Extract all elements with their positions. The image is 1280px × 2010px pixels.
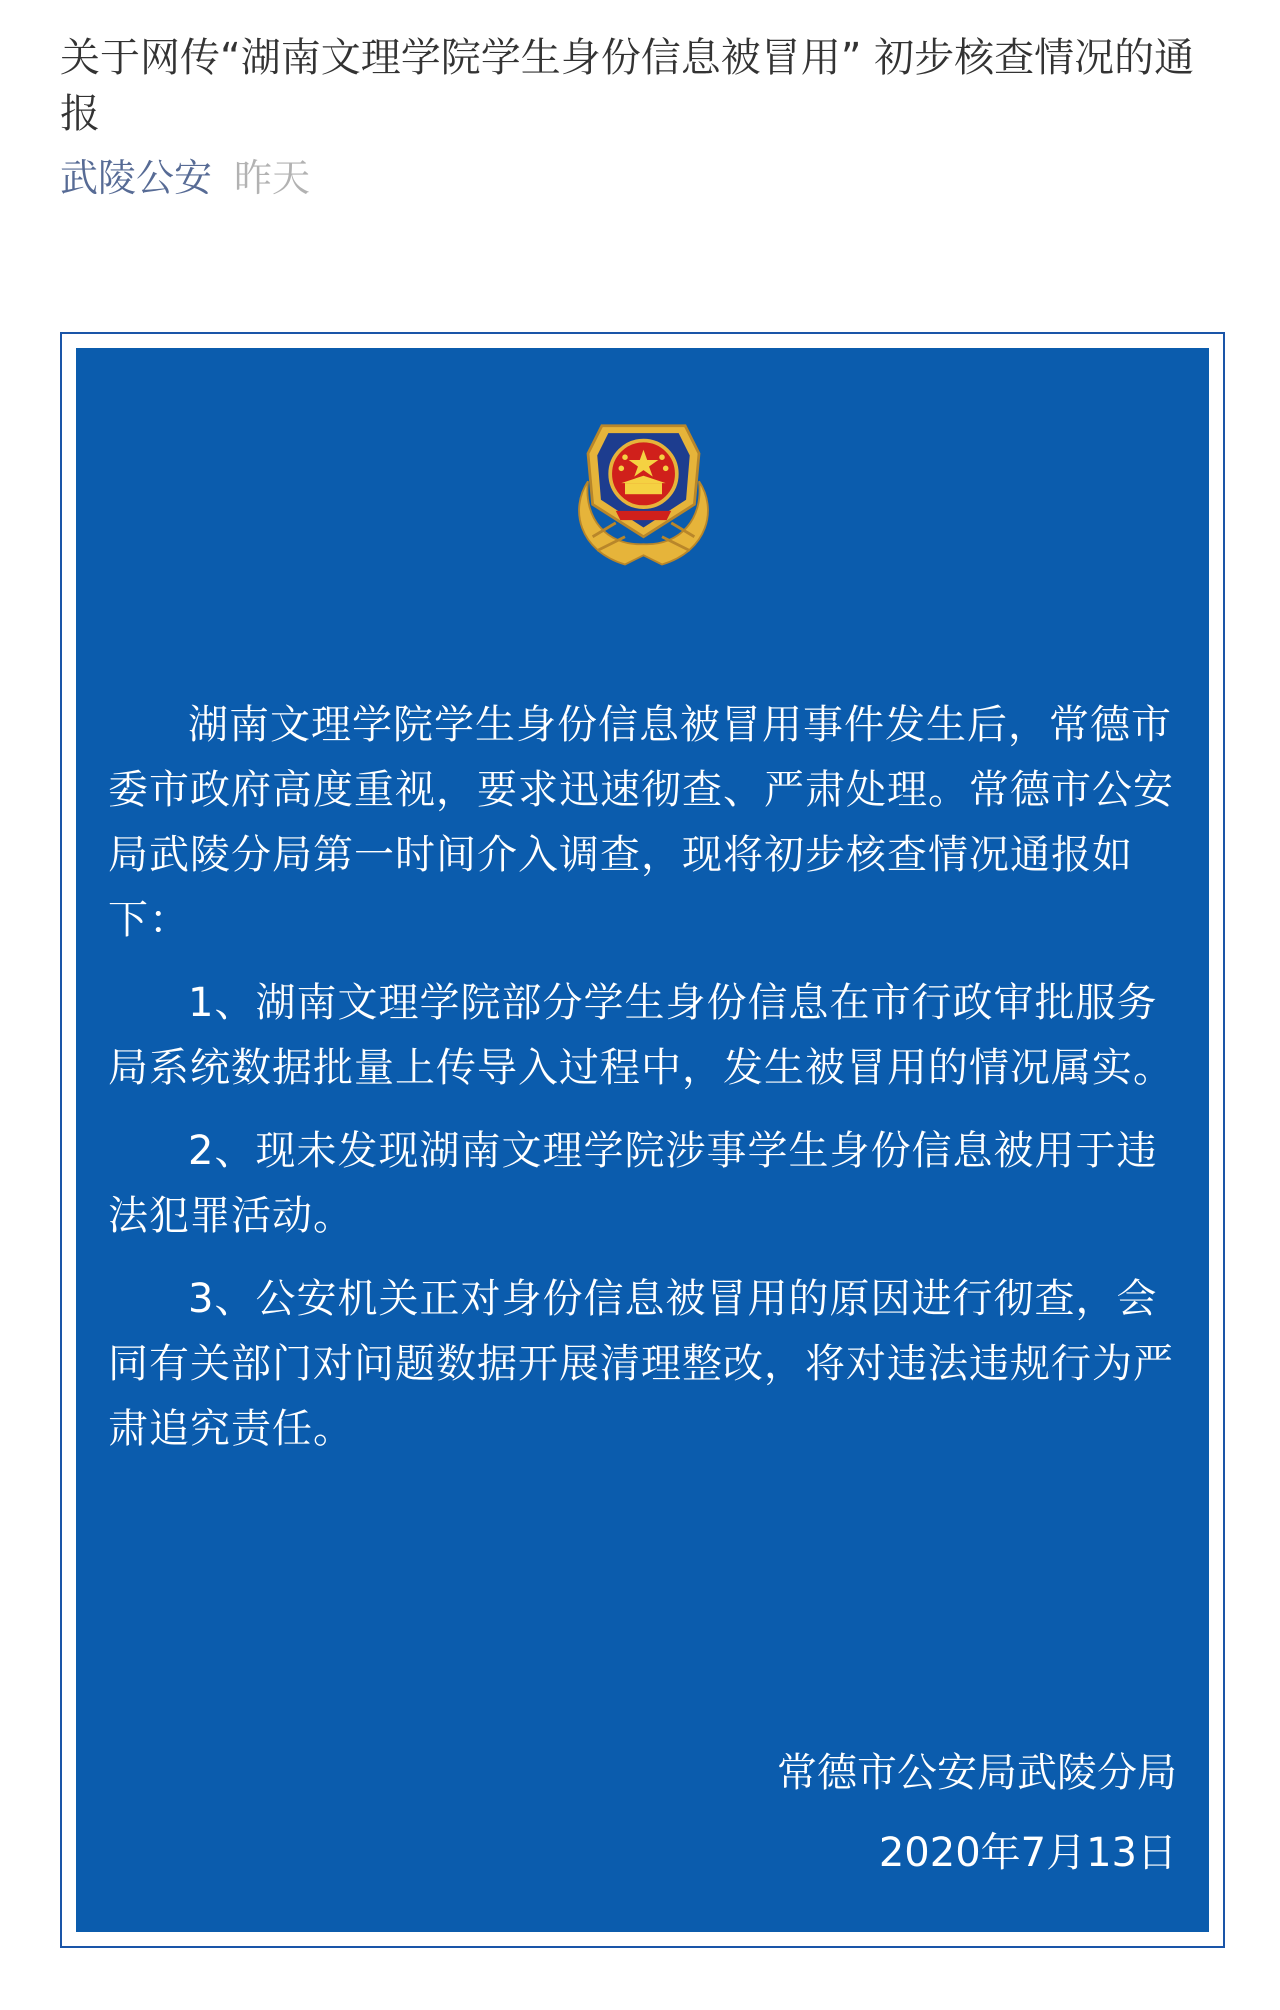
notice-paragraph-3: 3、公安机关正对身份信息被冒用的原因进行彻查，会同有关部门对问题数据开展清理整改，将对违法违规行为严肃追究责任。: [108, 1276, 1174, 1452]
notice-paragraph-2: 2、现未发现湖南文理学院涉事学生身份信息被用于违法犯罪活动。: [108, 1128, 1158, 1239]
notice-paragraph-intro: 湖南文理学院学生身份信息被冒用事件发生后，常德市委市政府高度重视，要求迅速彻查、严肃处理。常德市公安局武陵分局第一时间介入调查，现将初步核查情况通报如下：: [108, 702, 1174, 943]
signature-org: 常德市公安局武陵分局: [777, 1750, 1177, 1796]
police-emblem-icon: [551, 398, 736, 583]
publish-date: 昨天: [234, 156, 311, 200]
notice-panel: [76, 348, 1209, 1932]
author-link[interactable]: 武陵公安: [60, 156, 213, 200]
notice-body: [108, 693, 1178, 1480]
article-meta: [60, 150, 310, 206]
notice-paragraph-1: 1、湖南文理学院部分学生身份信息在市行政审批服务局系统数据批量上传导入过程中，发生被冒用的情况属实。: [108, 980, 1174, 1091]
article-title: 关于网传“湖南文理学院学生身份信息被冒用” 初步核查情况的通报: [60, 35, 1195, 137]
notice-image: [60, 332, 1225, 1948]
signature-date: 2020年7月13日: [878, 1830, 1177, 1876]
notice-signature: [777, 1733, 1177, 1893]
